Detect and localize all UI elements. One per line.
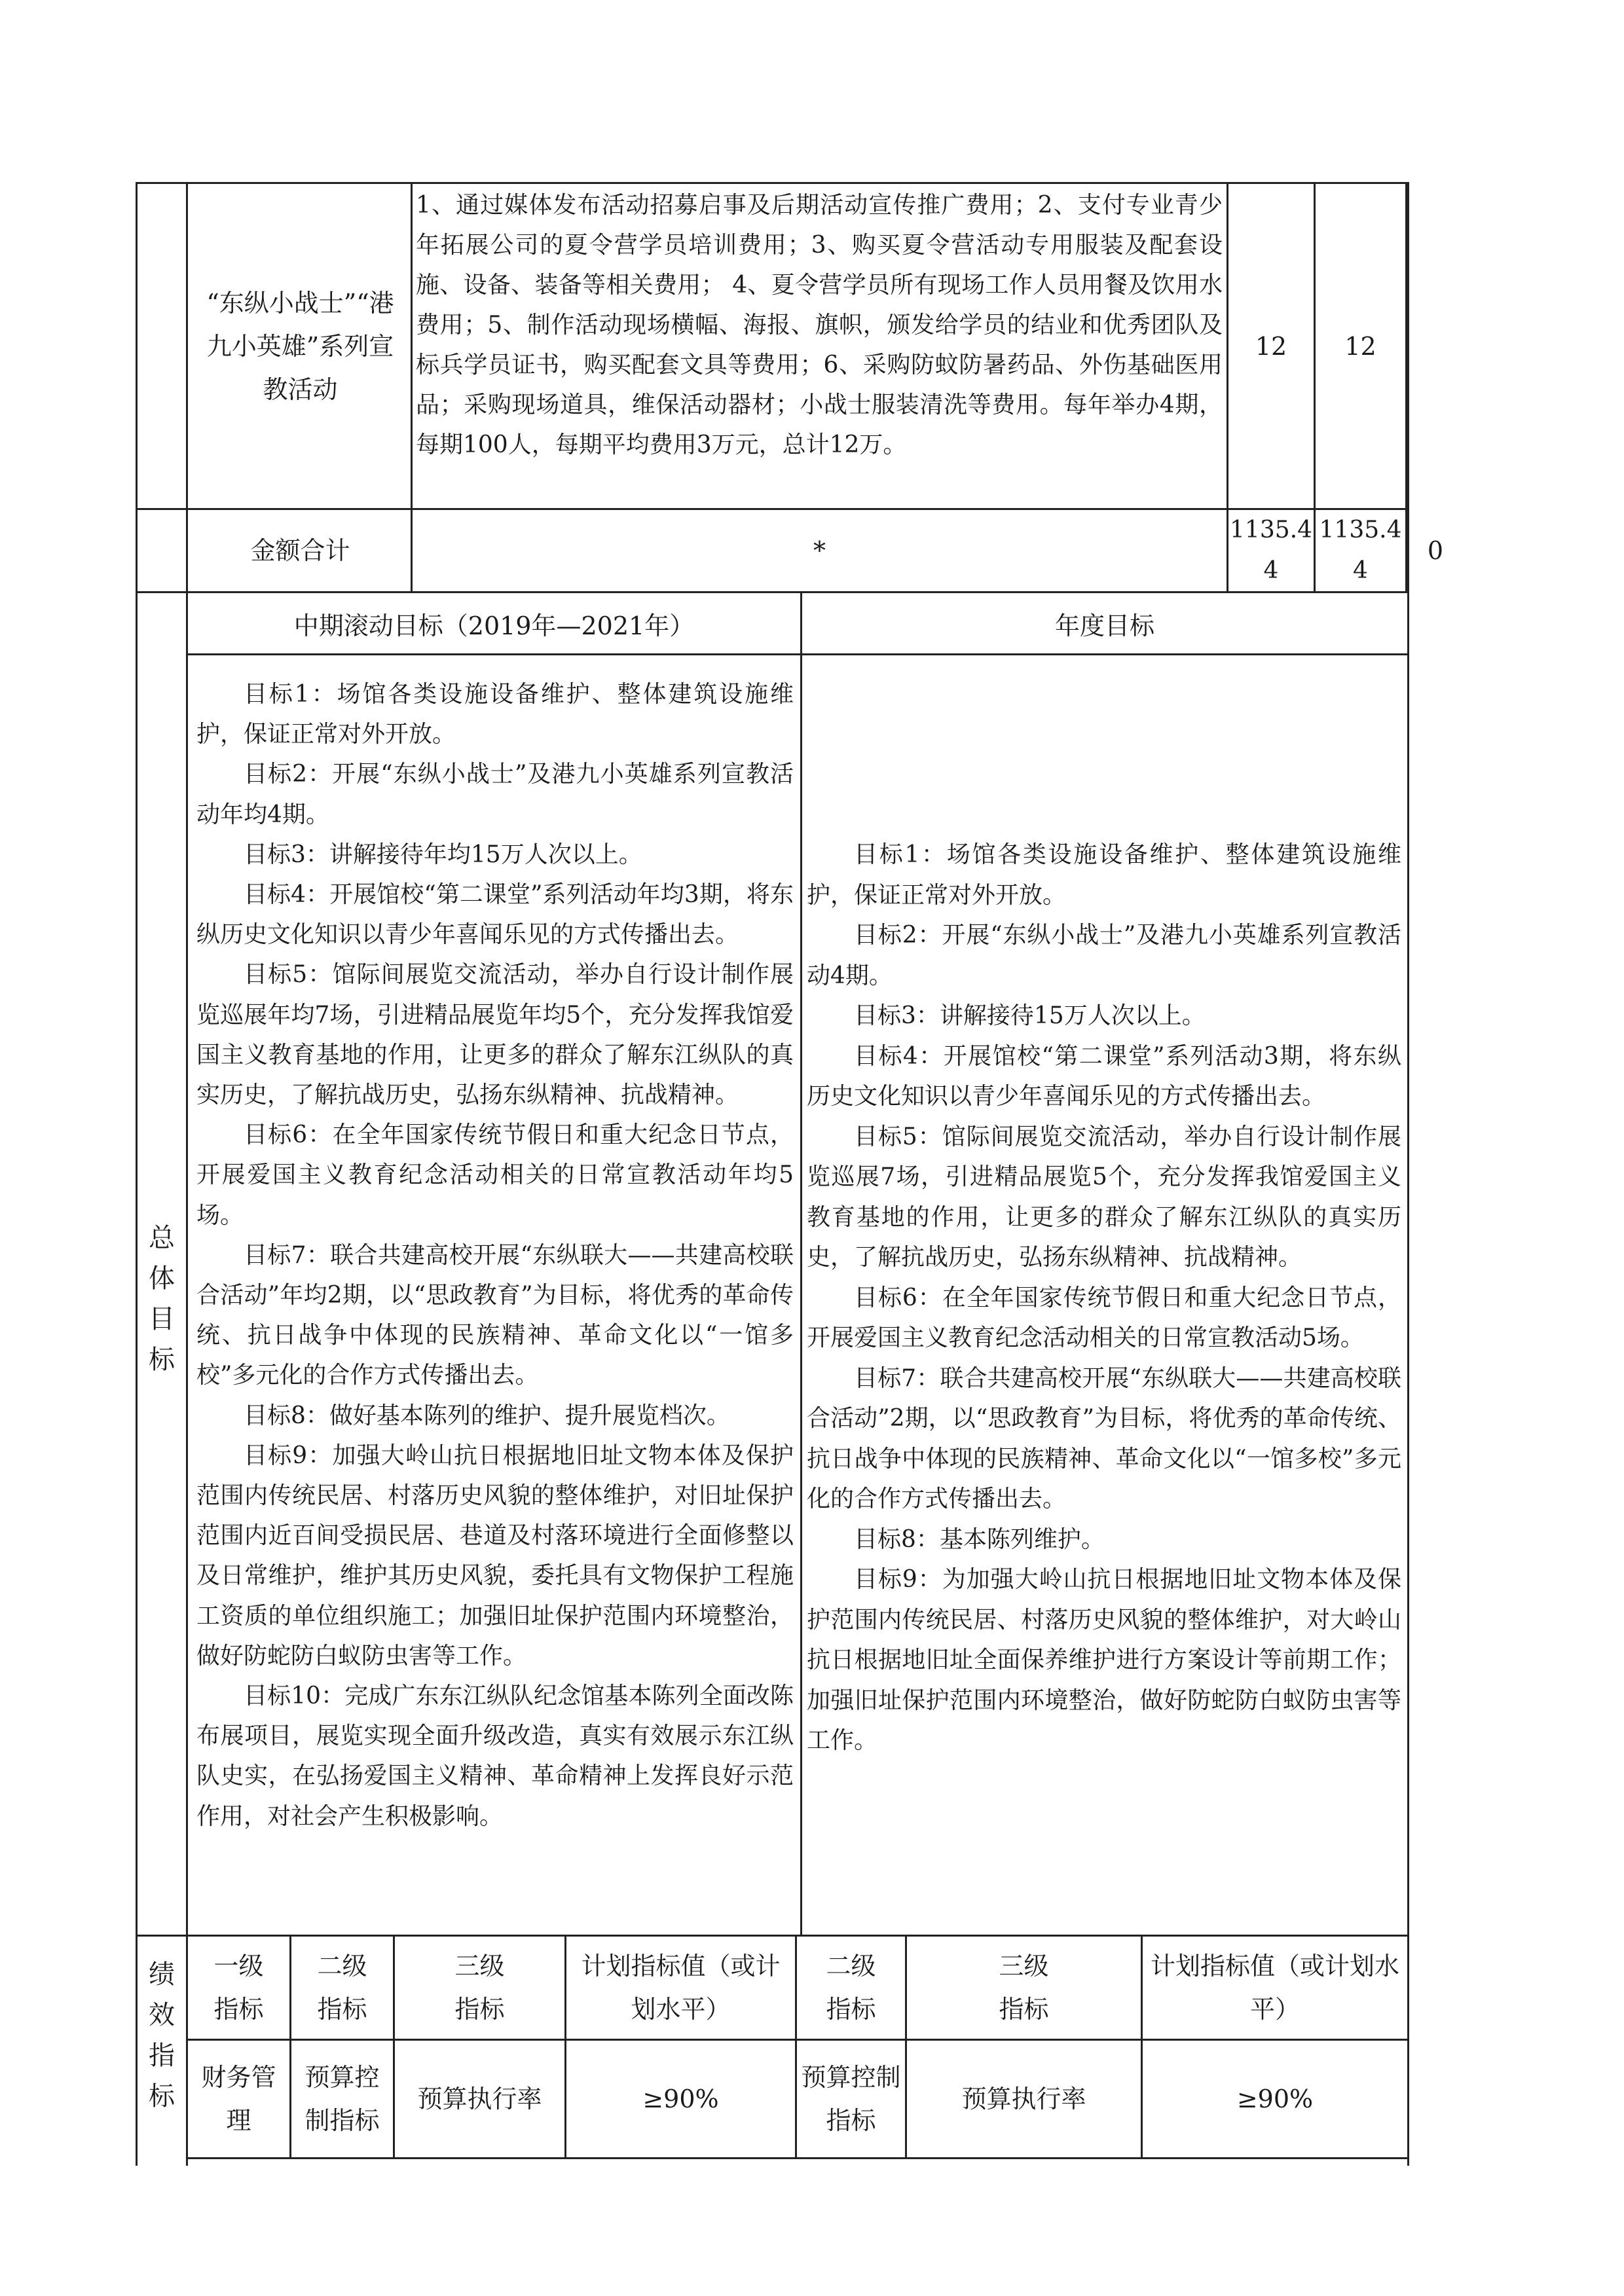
header-level1-line: 指标 [213,1995,264,2024]
activity-name [206,282,394,411]
row-level2-annual-line: 指标 [826,2106,876,2135]
header-level2-annual-line: 二级 [826,1952,876,1980]
goals-side-label-line: 目标 [149,1304,175,1375]
header-level1-line: 一级 [213,1952,264,1980]
annual-goal: 目标3：讲解接待15万人次以上。 [854,1002,1206,1029]
total-star-cell [413,510,1227,591]
mid-term-goal: 目标8：做好基本陈列的维护、提升展览档次。 [244,1402,730,1429]
total-amount-2 [1316,510,1405,591]
row-level1 [188,2041,289,2157]
activity-description [416,184,1223,508]
activity-name-cell [190,184,411,508]
activity-amount-1-text: 12 [1255,331,1287,361]
row-level3-annual [907,2041,1141,2157]
goals-side-label [138,1218,186,1380]
rule-goal-header-bottom [186,653,1407,655]
goals-side-label-line: 总体 [149,1223,175,1294]
row-planned [566,2041,795,2157]
row-level3-annual-text: 预算执行率 [961,2085,1086,2113]
row-planned-text: ≥90% [642,2085,719,2113]
row-planned-annual [1143,2041,1407,2157]
header-level3-annual-line: 三级 [999,1952,1049,1980]
header-planned-line: 划水平） [631,1995,731,2024]
header-planned-annual-text: 计划指标值（或计划水平） [1150,1952,1399,2024]
activity-amount-1 [1228,184,1314,508]
total-amount-1-line: 1135.4 [1230,517,1312,543]
row-level1-line: 财务管 [201,2063,276,2092]
mid-term-goal: 目标2：开展“东纵小战士”及港九小英雄系列宣教活动年均4期。 [196,761,794,828]
annual-goal: 目标1：场馆各类设施设备维护、整体建筑设施维护，保证正常对外开放。 [807,841,1401,909]
row-level3-text: 预算执行率 [417,2085,542,2113]
total-label: 金额合计 [250,536,350,565]
total-star: * [813,536,826,565]
mid-term-goal: 目标10：完成广东东江纵队纪念馆基本陈列全面改陈布展项目，展览实现全面升级改造，真实有效展示东江纵队史实，在弘扬爱国主义精神、革命精神上发挥良好示范作用，对社会产生积极影响。 [196,1683,794,1830]
total-label-cell [190,510,411,591]
total-amount-1-line: 4 [1263,557,1279,584]
mid-term-goal: 目标1：场馆各类设施设备维护、整体建筑设施维护，保证正常对外开放。 [196,681,794,748]
performance-side-label [138,1954,186,2117]
annual-header [802,593,1407,653]
annual-goal: 目标5：馆际间展览交流活动，举办自行设计制作展览巡展7场，引进精品展览5个，充分发挥我馆爱国主义教育基地的作用，让更多的群众了解东江纵队的真实历史，了解抗战历史，弘扬东纵精神、抗战精神。 [807,1123,1401,1271]
mid-term-header [188,593,800,653]
rule-left-inner [186,182,188,2166]
mid-term-goal: 目标6：在全年国家传统节假日和重大纪念日节点，开展爱国主义教育纪念活动相关的日常宣教活动年均5场。 [196,1121,794,1229]
header-level2-line: 指标 [317,1995,367,2024]
row-level2-line: 预算控 [304,2063,380,2092]
row-level2 [291,2041,393,2157]
mid-term-goal: 目标7：联合共建高校开展“东纵联大——共建高校联合活动”年均2期，以“思政教育”为目标，将优秀的革命传统、抗日战争中体现的民族精神、革命文化以“一馆多校”多元化的合作方式传播出去。 [196,1241,794,1389]
header-level3-line: 三级 [454,1952,505,1980]
header-planned-annual [1143,1937,1407,2039]
header-level2-annual-line: 指标 [826,1995,876,2024]
total-amount-3 [1409,510,1462,591]
header-level2 [291,1937,393,2039]
annual-goal: 目标8：基本陈列维护。 [854,1525,1105,1553]
row-level2-annual-line: 预算控制 [801,2063,901,2092]
row-level3 [395,2041,564,2157]
annual-goal: 目标2：开展“东纵小战士”及港九小英雄系列宣教活动4期。 [807,922,1401,989]
header-level1 [188,1937,289,2039]
mid-term-goal: 目标5：馆际间展览交流活动，举办自行设计制作展览巡展年均7场，引进精品展览年均5个，充分发挥我馆爱国主义教育基地的作用，让更多的群众了解东江纵队的真实历史，了解抗战历史，弘扬东纵精神、抗战精神。 [196,961,794,1109]
rule-left-outer [136,182,138,2166]
mid-term-goals [196,674,794,1836]
header-planned-line: 计划指标值（或计 [581,1952,781,1980]
header-level3-annual [907,1937,1141,2039]
mid-term-goal: 目标4：开展馆校“第二课堂”系列活动年均3期，将东纵历史文化知识以青少年喜闻乐见的方式传播出去。 [196,881,794,949]
mid-term-header-text: 中期滚动目标（2019年—2021年） [293,611,695,640]
activity-amount-2-text: 12 [1344,331,1376,361]
header-level3-annual-line: 指标 [999,1995,1049,2024]
header-level2-line: 二级 [317,1952,367,1980]
total-amount-2-line: 4 [1353,557,1368,584]
row-planned-annual-text: ≥90% [1236,2085,1314,2113]
total-amount-3-text: 0 [1427,536,1444,565]
performance-side-label-line: 绩效 [149,1959,175,2030]
header-level3-line: 指标 [454,1995,505,2024]
mid-term-goal: 目标9：加强大岭山抗日根据地旧址文物本体及保护范围内传统民居、村落历史风貌的整体维护，对旧址保护范围内近百间受损民居、巷道及村落环境进行全面修整以及日常维护，维护其历史风貌，委托具有文物保护工程施工资质的单位组织施工；加强旧址保护范围内环境整治，做好防蛇防白蚁防虫害等工作。 [196,1442,794,1669]
header-planned [566,1937,795,2039]
row-level2-annual [797,2041,905,2157]
annual-goal: 目标6：在全年国家传统节假日和重大纪念日节点，开展爱国主义教育纪念活动相关的日常宣教活动5场。 [807,1284,1401,1351]
total-amount-1 [1228,510,1314,591]
activity-name-line: “东纵小战士”“港 [206,288,394,318]
header-level2-annual [797,1937,905,2039]
performance-side-label-line: 指标 [149,2041,175,2111]
total-amount-2-line: 1135.4 [1319,517,1402,543]
header-level3 [395,1937,564,2039]
annual-goal: 目标7：联合共建高校开展“东纵联大——共建高校联合活动”2期，以“思政教育”为目标，将优秀的革命传统、抗日战争中体现的民族精神、革命文化以“一馆多校”多元化的合作方式传播出去。 [807,1364,1401,1512]
annual-header-text: 年度目标 [1054,611,1154,640]
activity-name-line: 九小英雄”系列宣 [206,331,394,361]
annual-goals [807,835,1401,1761]
mid-term-goal: 目标3：讲解接待年均15万人次以上。 [244,841,642,868]
row-level2-line: 制指标 [304,2106,380,2135]
activity-name-line: 教活动 [263,374,338,404]
row-level1-line: 理 [226,2106,251,2135]
rule-goals-mid [800,591,802,1937]
rule-right-outer [1407,182,1409,2166]
annual-goal: 目标9：为加强大岭山抗日根据地旧址文物本体及保护范围内传统民居、村落历史风貌的整体维护，对大岭山抗日根据地旧址全面保养维护进行方案设计等前期工作；加强旧址保护范围内环境整治，做好防蛇防白蚁防虫害等工作。 [807,1566,1401,1754]
activity-description-text: 1、通过媒体发布活动招募启事及后期活动宣传推广费用；2、支付专业青少年拓展公司的夏令营学员培训费用；3、购买夏令营活动专用服装及配套设施、设备、装备等相关费用； 4、夏令营学员所有现场工作人员用餐及饮用水费用；5、制作活动现场横幅、海报、旗帜，颁发给学员的结业和优秀团队及标兵学员证书，购买配套文具等费用；6、采购防蚊防暑药品、外伤基础医用品；采购现场道具，维保活动器材；小战士服装清洗等费用。每年举办4期，每期100人，每期平均费用3万元，总计12万。 [416,192,1223,458]
activity-amount-2 [1316,184,1405,508]
annual-goal: 目标4：开展馆校“第二课堂”系列活动3期，将东纵历史文化知识以青少年喜闻乐见的方式传播出去。 [807,1042,1401,1110]
